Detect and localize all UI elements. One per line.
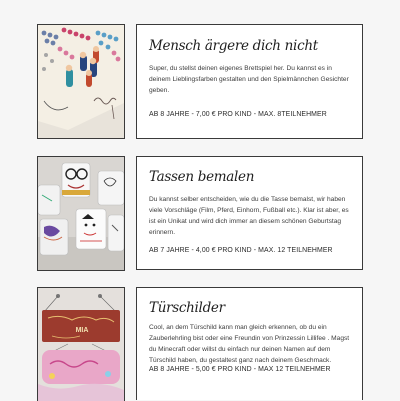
offer-title: Tassen bemalen bbox=[149, 169, 255, 185]
offer-card bbox=[136, 287, 363, 400]
offer-price-line: AB 8 JAHRE - 7,00 € PRO KIND - MAX. 8TEILNEHMER bbox=[149, 111, 327, 118]
offer-description: Du kannst selber entscheiden, wie du die Tasse bemalst, wir haben viele Vorschläge (Film, Pferd, Einhorn, Fußball etc.). Klar ist aber, es ist ein Unikat und wird dich immer an diesem schönen Geburtstag erinnern. bbox=[149, 196, 349, 236]
painted-mugs-image bbox=[37, 156, 125, 271]
offer-description: Cool, an dem Türschild kann man gleich erkennen, ob du ein Zauberlehrling bist oder eine Freundin von Prinzessin Lillifee . Magst du Minecraft oder willst du einfach nur deinen Namen auf dem Türschild haben, du gestaltest ganz nach deinem Geschmack. bbox=[149, 324, 350, 364]
offer-card bbox=[136, 156, 363, 270]
door-signs-image bbox=[37, 287, 125, 401]
offer-price-line: AB 8 JAHRE - 5,00 € PRO KIND - MAX 12 TEILNEHMER bbox=[149, 366, 331, 373]
offer-title: Türschilder bbox=[149, 300, 225, 316]
offer-card bbox=[136, 24, 363, 139]
offer-description: Super, du stellst deinen eigenes Brettspiel her. Du kannst es in deinem Lieblingsfarben gestalten und den Spielmännchen Gesichter geben. bbox=[149, 65, 349, 94]
sign-text: MIA bbox=[75, 327, 89, 334]
board-game-image bbox=[37, 24, 125, 139]
offer-title: Mensch ärgere dich nicht bbox=[149, 38, 318, 54]
offer-price-line: AB 7 JAHRE - 4,00 € PRO KIND - MAX. 12 TEILNEHMER bbox=[149, 247, 333, 254]
